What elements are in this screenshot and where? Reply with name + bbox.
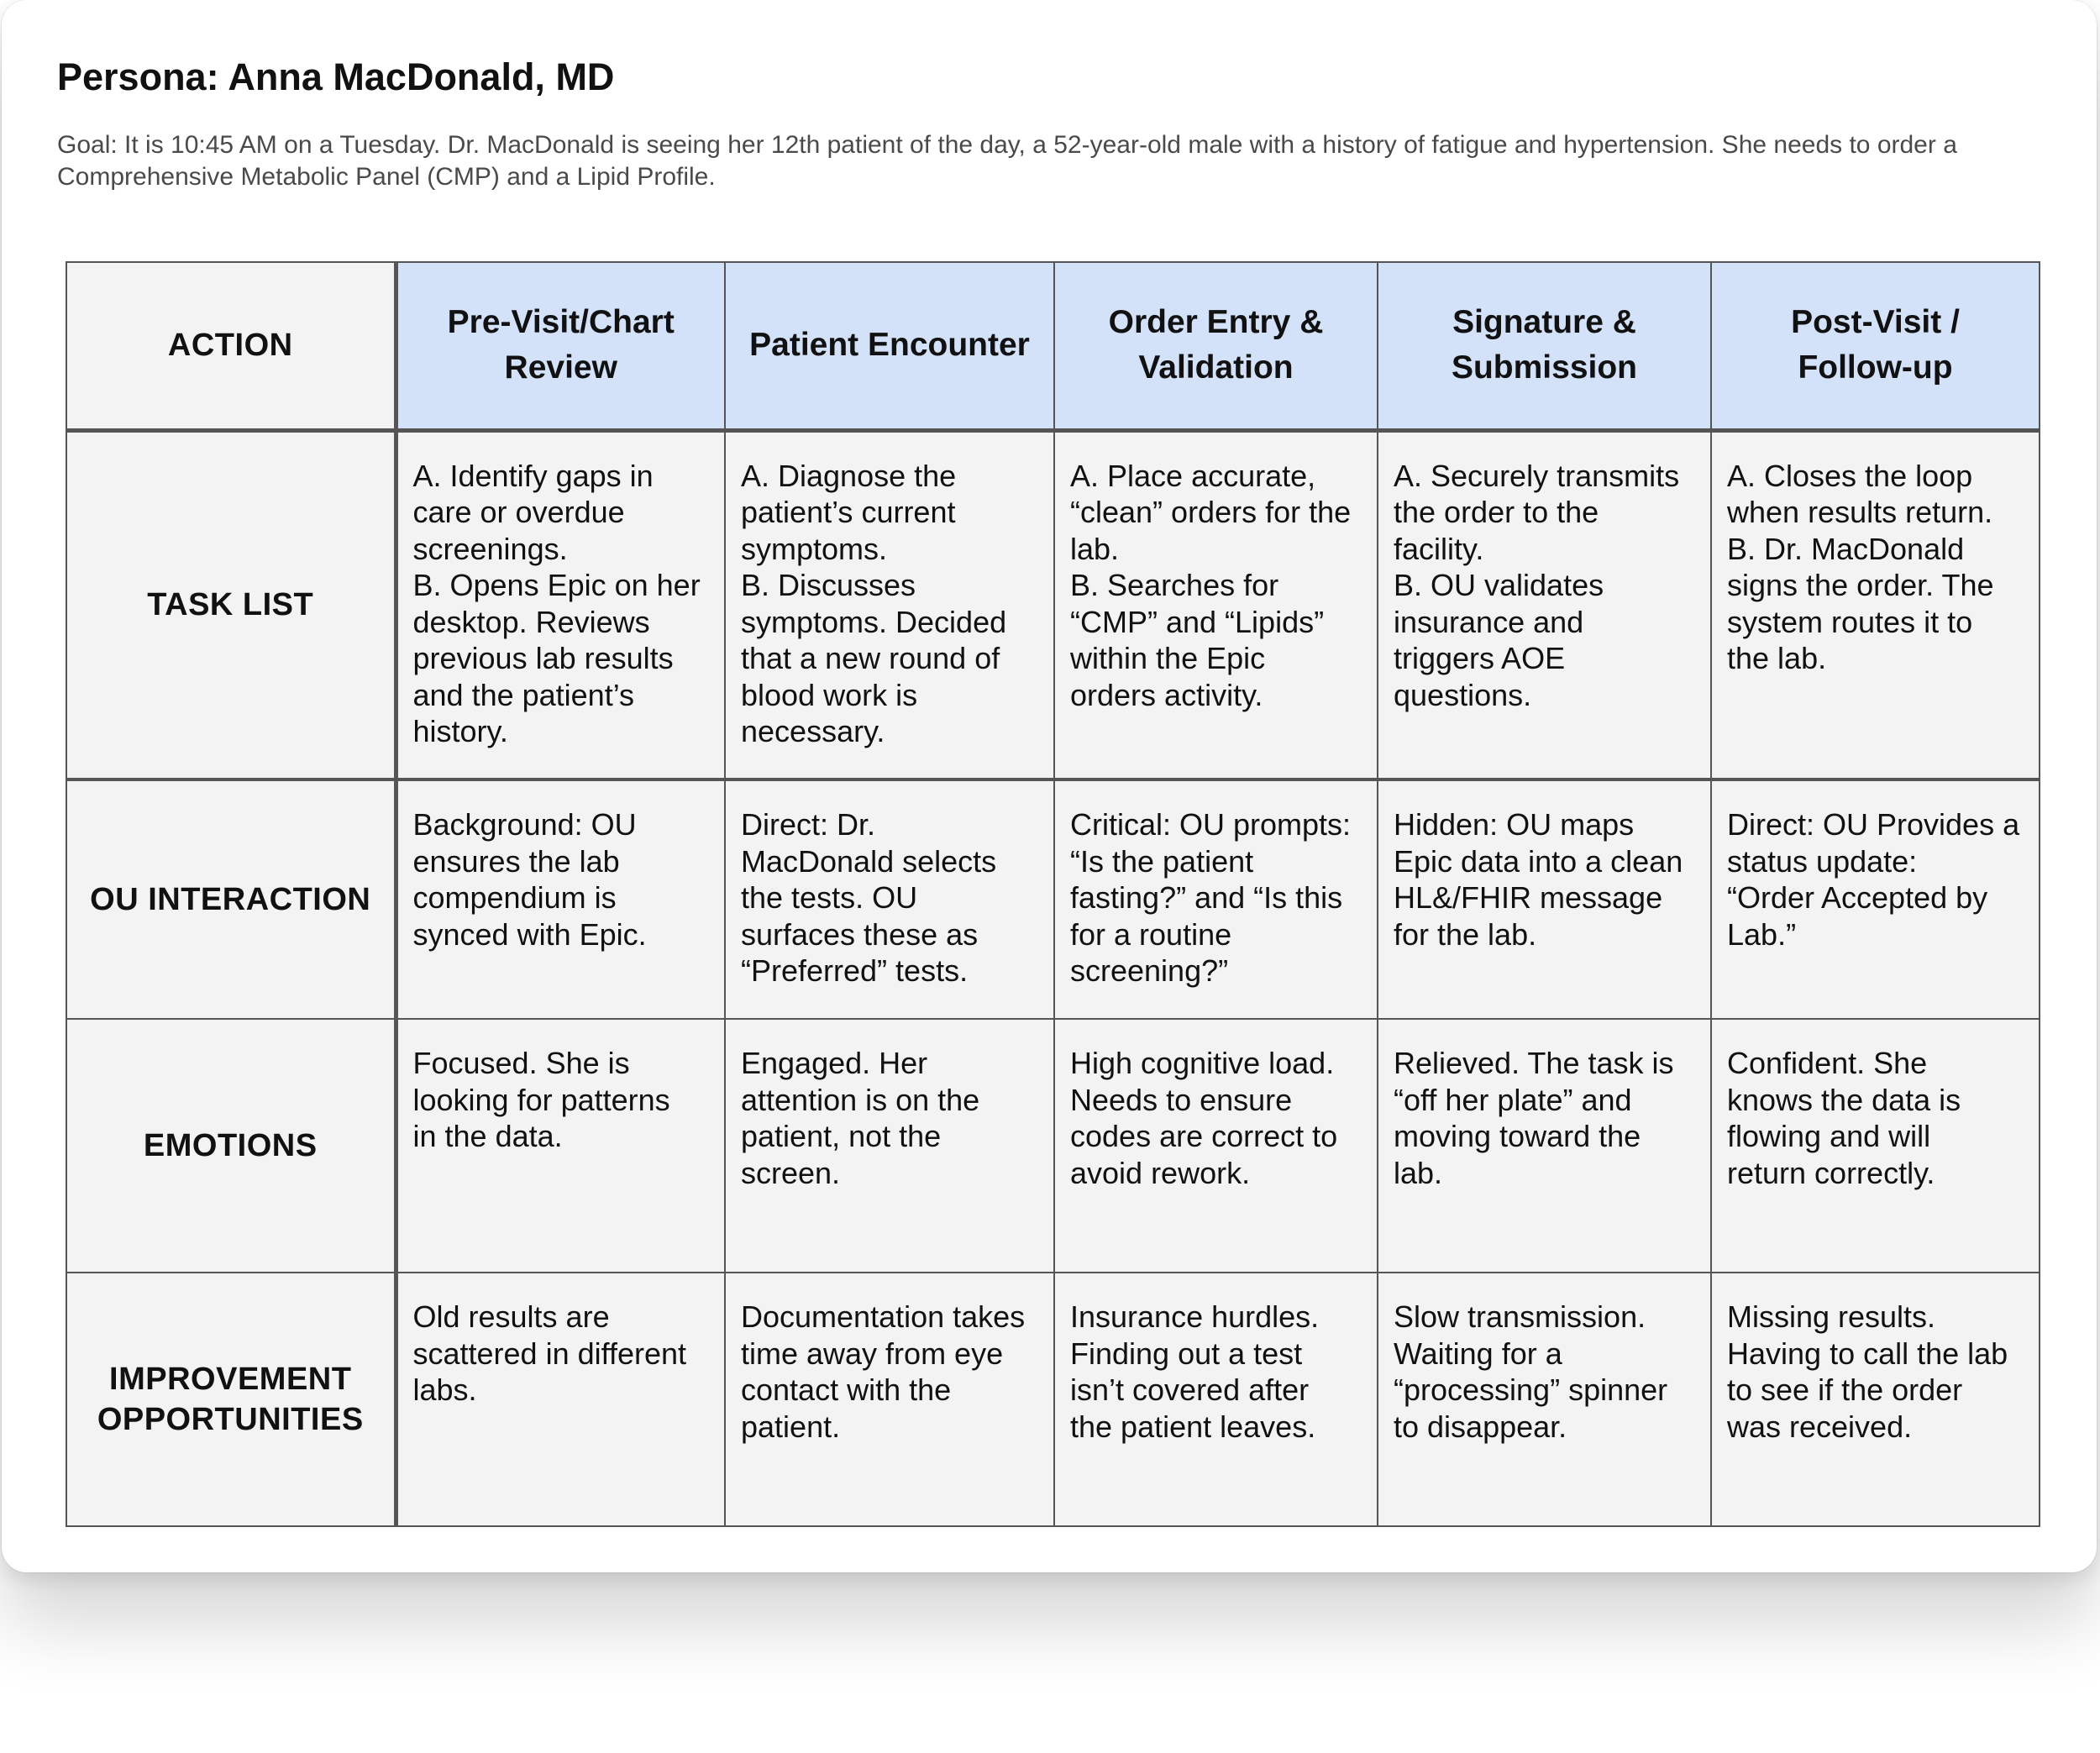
stage-header-pre-visit: Pre-Visit/Chart Review xyxy=(396,262,725,430)
emotions-cell: High cognitive load. Needs to ensure codes are correct to avoid rework. xyxy=(1054,1019,1378,1273)
ou-interaction-cell: Direct: Dr. MacDonald selects the tests. OU surfaces these as “Preferred” tests. xyxy=(725,779,1054,1019)
improvement-cell: Old results are scattered in different labs. xyxy=(396,1273,725,1526)
emotions-cell: Focused. She is looking for patterns in the data. xyxy=(396,1019,725,1273)
corner-header-action: ACTION xyxy=(66,262,396,430)
stage-header-order-entry: Order Entry & Validation xyxy=(1054,262,1378,430)
improvement-cell: Documentation takes time away from eye contact with the patient. xyxy=(725,1273,1054,1526)
row-header-task-list: TASK LIST xyxy=(66,430,396,779)
persona-title: Persona: Anna MacDonald, MD xyxy=(57,55,615,98)
stage-header-patient-encounter: Patient Encounter xyxy=(725,262,1054,430)
task-list-cell: A. Closes the loop when results return. B. Dr. MacDonald signs the order. The system routes it to the lab. xyxy=(1711,430,2040,779)
emotions-cell: Confident. She knows the data is flowing and will return correctly. xyxy=(1711,1019,2040,1273)
emotions-cell: Relieved. The task is “off her plate” and moving toward the lab. xyxy=(1378,1019,1711,1273)
ou-interaction-cell: Direct: OU Provides a status update: “Order Accepted by Lab.” xyxy=(1711,779,2040,1019)
emotions-cell: Engaged. Her attention is on the patient, not the screen. xyxy=(725,1019,1054,1273)
stage-header-post-visit: Post-Visit / Follow-up xyxy=(1711,262,2040,430)
task-list-row xyxy=(66,430,2040,779)
row-header-improvement-opportunities: IMPROVEMENT OPPORTUNITIES xyxy=(66,1273,396,1526)
task-list-cell: A. Diagnose the patient’s current symptoms. B. Discusses symptoms. Decided that a new round of blood work is necessary. xyxy=(725,430,1054,779)
row-header-ou-interaction: OU INTERACTION xyxy=(66,779,396,1019)
stage-header-row xyxy=(66,262,2040,430)
ou-interaction-cell: Hidden: OU maps Epic data into a clean HL&/FHIR message for the lab. xyxy=(1378,779,1711,1019)
journey-map-card xyxy=(2,0,2097,1572)
row-header-emotions: EMOTIONS xyxy=(66,1019,396,1273)
improvement-cell: Slow transmission. Waiting for a “processing” spinner to disappear. xyxy=(1378,1273,1711,1526)
task-list-cell: A. Identify gaps in care or overdue screenings. B. Opens Epic on her desktop. Reviews previous lab results and the patient’s history. xyxy=(396,430,725,779)
stage-header-signature: Signature & Submission xyxy=(1378,262,1711,430)
improvement-cell: Missing results. Having to call the lab to see if the order was received. xyxy=(1711,1273,2040,1526)
emotions-row xyxy=(66,1019,2040,1273)
ou-interaction-row xyxy=(66,779,2040,1019)
ou-interaction-cell: Critical: OU prompts: “Is the patient fasting?” and “Is this for a routine screening?” xyxy=(1054,779,1378,1019)
improvement-opportunities-row xyxy=(66,1273,2040,1526)
journey-map-table xyxy=(66,261,2040,1527)
persona-goal: Goal: It is 10:45 AM on a Tuesday. Dr. MacDonald is seeing her 12th patient of the day, a 52-year-old male with a history of fatigue and hypertension. She needs to order a Comprehensive Metabolic Panel (CMP) and a Lipid Profile. xyxy=(57,131,1957,191)
task-list-cell: A. Place accurate, “clean” orders for the lab. B. Searches for “CMP” and “Lipids” within the Epic orders activity. xyxy=(1054,430,1378,779)
improvement-cell: Insurance hurdles. Finding out a test isn’t covered after the patient leaves. xyxy=(1054,1273,1378,1526)
task-list-cell: A. Securely transmits the order to the facility. B. OU validates insurance and triggers AOE questions. xyxy=(1378,430,1711,779)
ou-interaction-cell: Background: OU ensures the lab compendium is synced with Epic. xyxy=(396,779,725,1019)
